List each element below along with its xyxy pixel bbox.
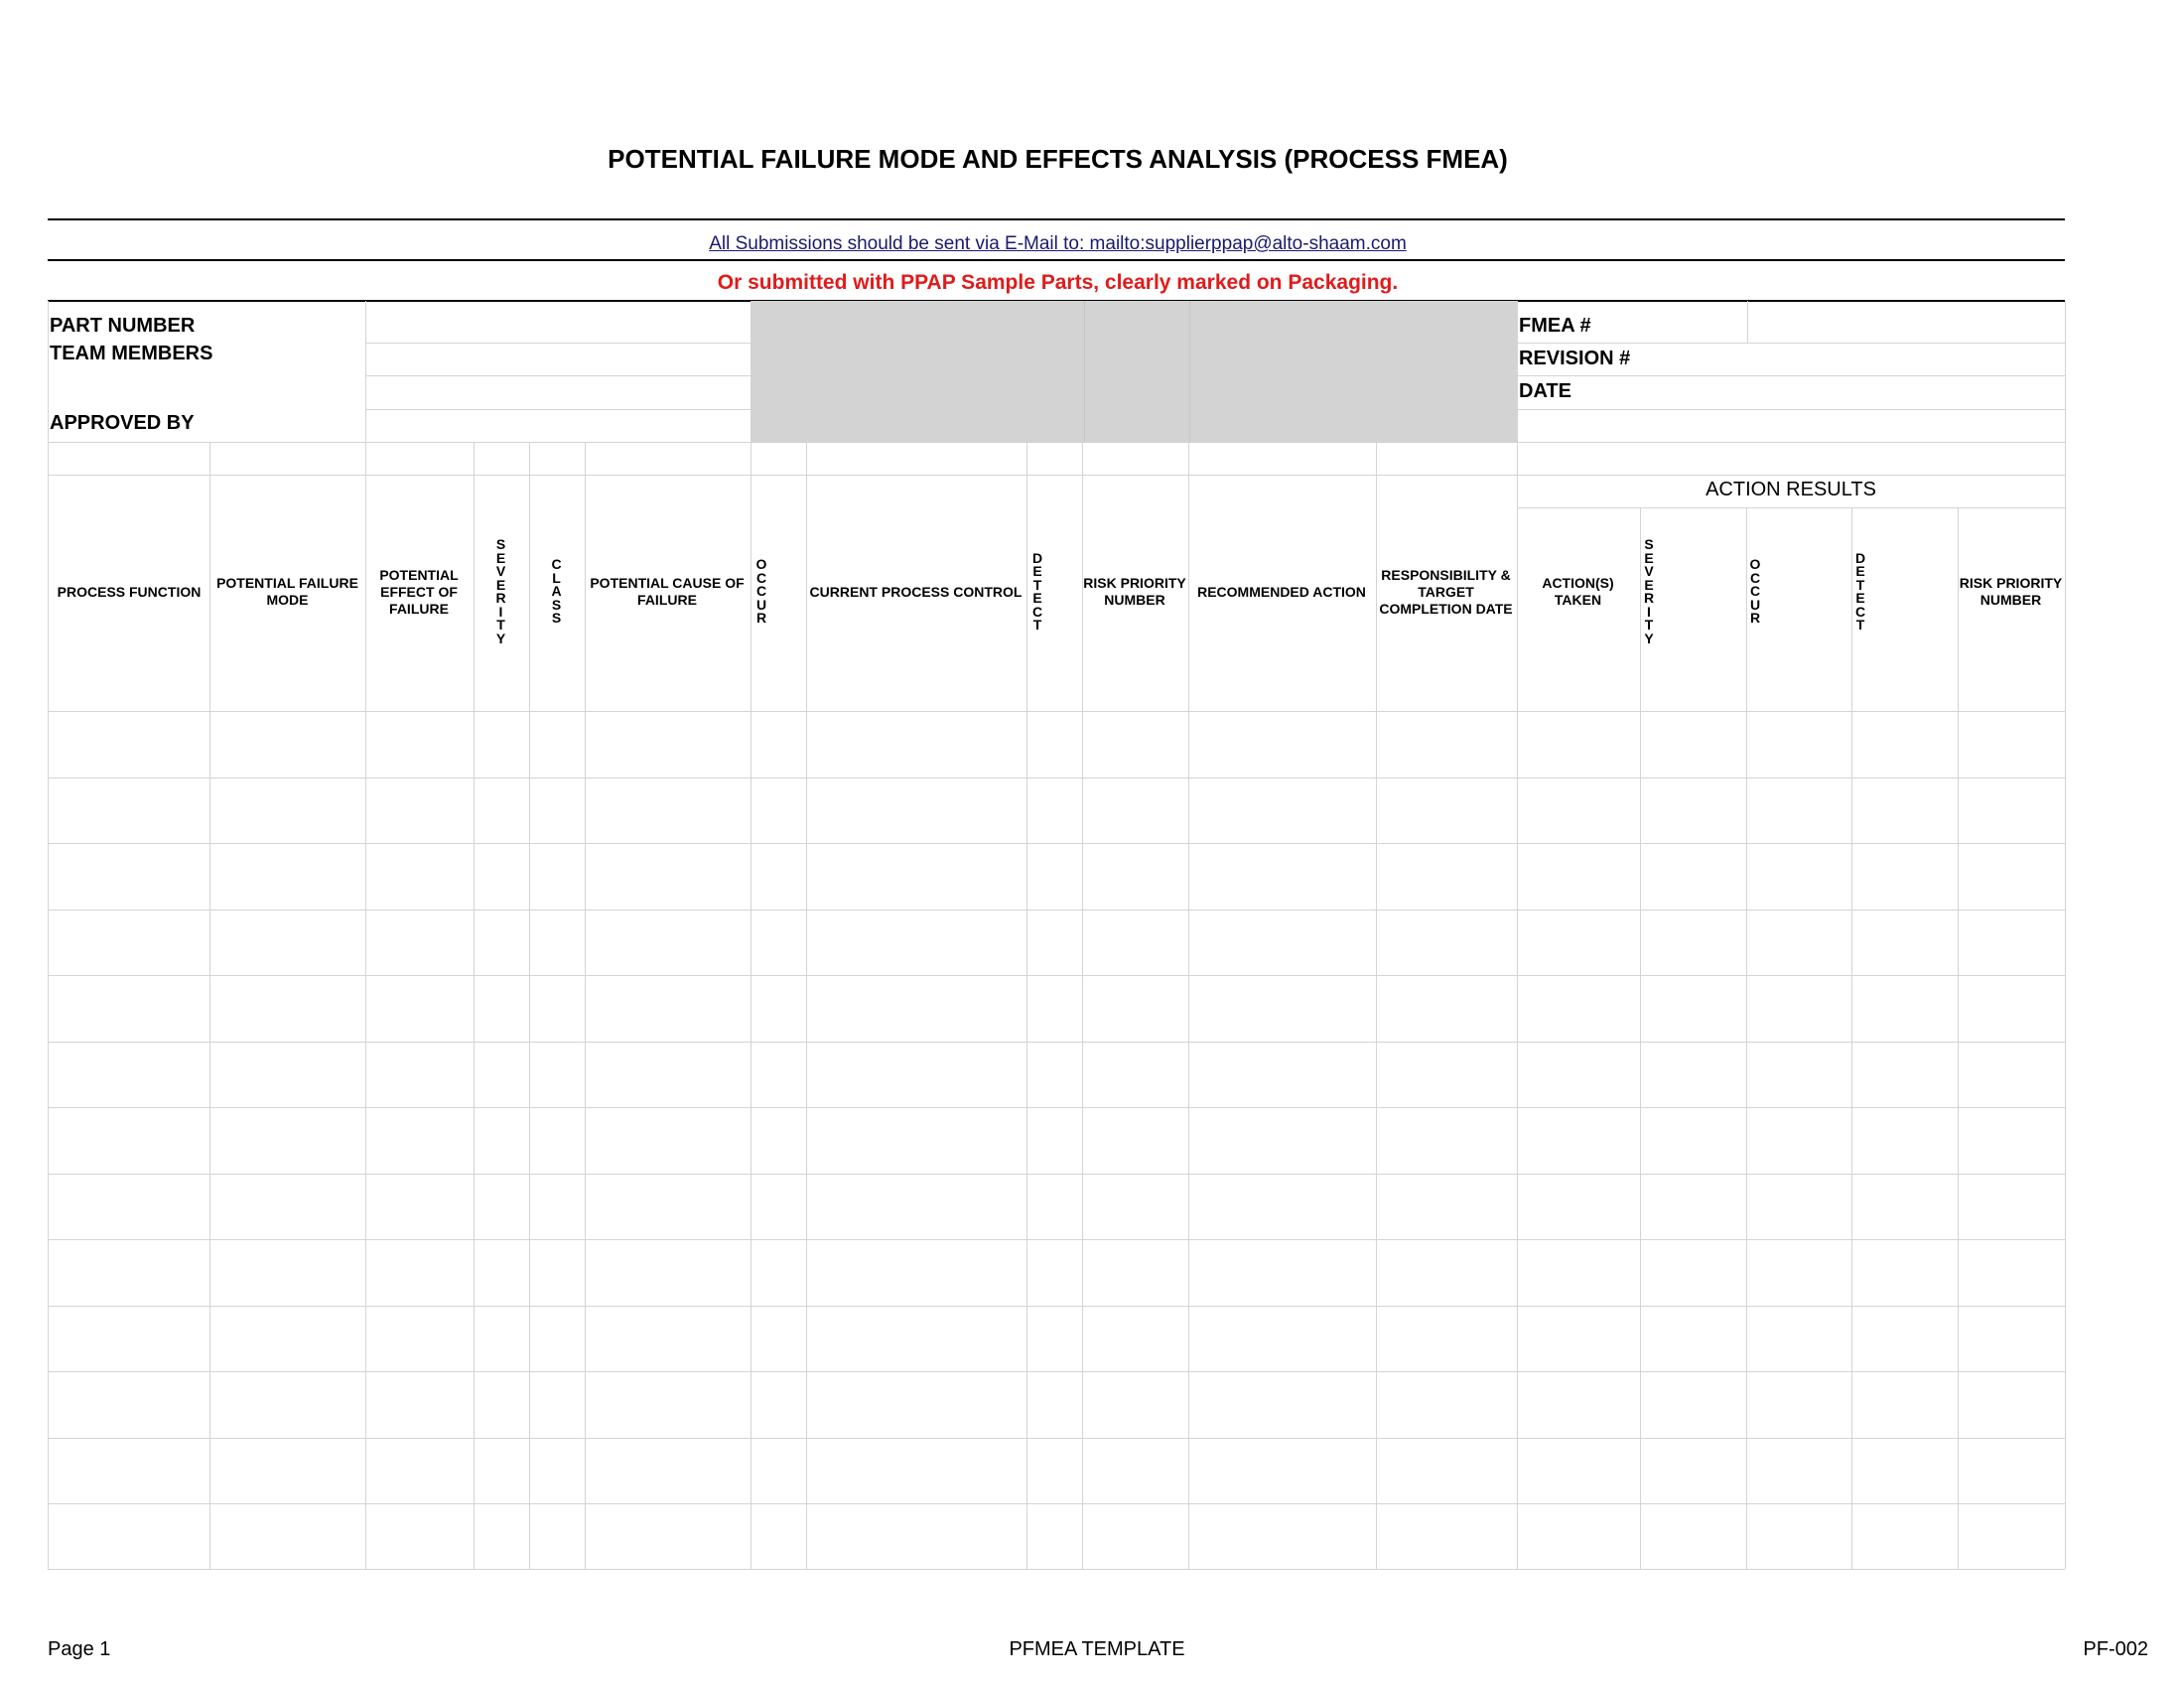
header-letter: Y xyxy=(1644,630,1654,646)
header-letter: E xyxy=(1644,549,1654,566)
header-letter: C xyxy=(1031,603,1043,620)
table-row[interactable] xyxy=(49,1175,2065,1239)
header-letter: I xyxy=(1647,603,1651,620)
header-ar-occur xyxy=(1746,508,1764,675)
header-letter: E xyxy=(1855,563,1865,579)
header-letter: L xyxy=(552,569,561,586)
header-rpn: RISK PRIORITY NUMBER xyxy=(1083,575,1186,608)
submission-email-link[interactable]: All Submissions should be sent via E-Mail to: mailto:supplierppap@alto-shaam.com xyxy=(709,233,1407,254)
header-letter: E xyxy=(495,576,506,593)
header-letter: E xyxy=(1032,590,1042,606)
header-letter: T xyxy=(1644,617,1654,633)
table-row[interactable] xyxy=(49,1240,2065,1305)
revision-number-field[interactable] xyxy=(1519,344,2064,374)
fmea-number-label: FMEA # xyxy=(1519,315,1591,337)
grid-line xyxy=(365,375,751,376)
header-letter: E xyxy=(495,549,506,566)
header-letter: R xyxy=(495,590,506,606)
header-letter: T xyxy=(1032,576,1042,593)
table-row[interactable] xyxy=(49,1043,2065,1107)
date-label: DATE xyxy=(1519,380,1571,402)
header-letter: U xyxy=(1749,596,1761,613)
header-letter: C xyxy=(1854,603,1866,620)
header-letter: C xyxy=(1749,569,1761,586)
header-letter: T xyxy=(496,617,505,633)
header-letter: T xyxy=(1855,617,1865,633)
grid-line xyxy=(2065,301,2066,1569)
header-letter: O xyxy=(755,556,767,573)
header-letter: C xyxy=(755,569,767,586)
grid-line xyxy=(365,343,751,344)
header-letter: U xyxy=(755,596,767,613)
part-number-field[interactable] xyxy=(366,302,750,342)
header-letter: C xyxy=(551,556,562,573)
grid-line xyxy=(48,475,2065,476)
action-results-header: ACTION RESULTS xyxy=(1706,479,1876,500)
grid-line xyxy=(1517,301,1518,442)
header-letter: S xyxy=(551,610,562,627)
header-responsibility: RESPONSIBILITY & TARGET COMPLETION DATE xyxy=(1379,566,1513,617)
header-letter: S xyxy=(1644,536,1654,552)
grid-line xyxy=(1189,301,1190,442)
grid-line xyxy=(1084,301,1085,442)
table-row[interactable] xyxy=(49,1108,2065,1173)
header-letter: O xyxy=(1749,556,1761,573)
grid-line xyxy=(48,442,2065,443)
header-letter: E xyxy=(1032,563,1042,579)
table-row[interactable] xyxy=(49,1307,2065,1371)
part-number-label: PART NUMBER xyxy=(50,315,196,337)
header-letter: T xyxy=(1855,576,1865,593)
team-members-field[interactable] xyxy=(366,344,750,374)
header-potential-cause: POTENTIAL CAUSE OF FAILURE xyxy=(590,575,745,608)
approved-by-label: APPROVED BY xyxy=(50,412,195,434)
header-process-function: PROCESS FUNCTION xyxy=(57,583,202,600)
grid-line xyxy=(1517,375,2065,376)
header-letter: A xyxy=(551,583,562,600)
footer-form-id: PF-002 xyxy=(2083,1638,2148,1660)
header-letter: C xyxy=(1749,583,1761,600)
header-ar-rpn: RISK PRIORITY NUMBER xyxy=(1959,575,2063,608)
grid-line xyxy=(48,1569,2065,1570)
grid-line xyxy=(365,409,751,410)
revision-number-label: REVISION # xyxy=(1519,348,1631,369)
header-letter: S xyxy=(495,536,506,552)
grid-line xyxy=(1517,409,2065,410)
approved-by-field[interactable] xyxy=(366,410,750,442)
header-actions-taken: ACTION(S) TAKEN xyxy=(1542,575,1614,608)
grid-line xyxy=(365,301,366,442)
header-letter: R xyxy=(1749,610,1761,627)
divider xyxy=(48,218,2065,220)
header-letter: Y xyxy=(495,630,506,646)
divider xyxy=(48,259,2065,261)
header-letter: E xyxy=(1855,590,1865,606)
grid-line xyxy=(1747,301,1748,343)
footer-page-number: Page 1 xyxy=(48,1638,111,1660)
table-row[interactable] xyxy=(49,712,2065,776)
header-letter: V xyxy=(1644,563,1654,579)
date-field[interactable] xyxy=(1519,376,2064,408)
header-letter: T xyxy=(1032,617,1042,633)
team-members-field-2[interactable] xyxy=(366,376,750,408)
header-class xyxy=(529,514,584,669)
header-ar-detect xyxy=(1851,508,1869,675)
header-recommended-action: RECOMMENDED ACTION xyxy=(1197,583,1366,600)
table-row[interactable] xyxy=(49,911,2065,975)
header-letter: C xyxy=(755,583,767,600)
shaded-header-area xyxy=(751,301,1517,442)
header-potential-effect: POTENTIAL EFFECT OF FAILURE xyxy=(379,566,459,617)
fmea-number-field[interactable] xyxy=(1748,302,2064,342)
header-letter: S xyxy=(551,596,562,613)
footer-template-name: PFMEA TEMPLATE xyxy=(1009,1638,1185,1660)
team-members-label: TEAM MEMBERS xyxy=(50,343,213,364)
header-current-process-control: CURRENT PROCESS CONTROL xyxy=(809,583,1023,600)
table-row[interactable] xyxy=(49,844,2065,909)
header-letter: D xyxy=(1854,549,1866,566)
table-row[interactable] xyxy=(49,778,2065,843)
table-row[interactable] xyxy=(49,1439,2065,1503)
header-letter: R xyxy=(755,610,767,627)
header-occur xyxy=(751,514,772,669)
table-row[interactable] xyxy=(49,1372,2065,1437)
approval-extra-field[interactable] xyxy=(1519,410,2064,442)
table-row[interactable] xyxy=(49,1504,2065,1569)
header-letter: V xyxy=(495,563,506,579)
header-letter: D xyxy=(1031,549,1043,566)
table-row[interactable] xyxy=(49,976,2065,1041)
header-letter: I xyxy=(498,603,503,620)
page-title: POTENTIAL FAILURE MODE AND EFFECTS ANALYSIS (PROCESS FMEA) xyxy=(608,144,1508,174)
header-letter: R xyxy=(1643,590,1655,606)
header-letter: E xyxy=(1644,576,1654,593)
header-ar-severity xyxy=(1640,508,1658,675)
header-detect xyxy=(1026,514,1048,669)
grid-line xyxy=(1517,343,2065,344)
header-potential-failure-mode: POTENTIAL FAILURE MODE xyxy=(216,575,358,608)
submission-note: Or submitted with PPAP Sample Parts, clearly marked on Packaging. xyxy=(717,271,1399,294)
header-severity xyxy=(474,514,528,669)
